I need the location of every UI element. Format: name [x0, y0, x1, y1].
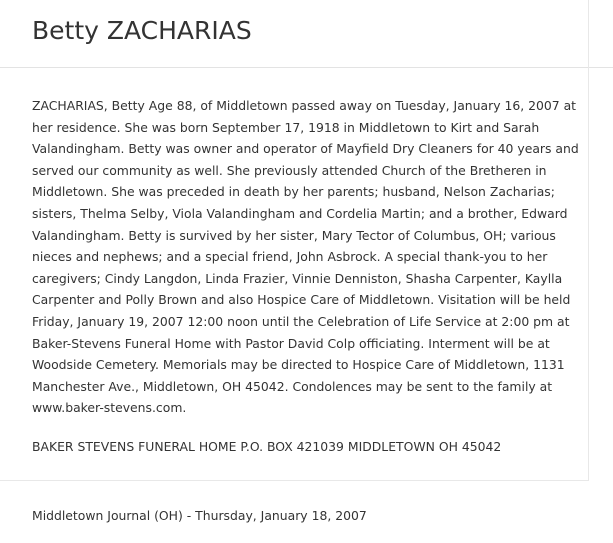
obituary-text: ZACHARIAS, Betty Age 88, of Middletown passed away on Tuesday, January 16, 2007 at her residence. She was born September 17, 1918 in Middletown to Kirt and Sarah Valandingham. Betty was owner and operator of Mayfield Dry Cleaners for 40 years and served our community as well. She previously attended Church of the Bretheren in Middletown. She was preceded in death by her parents; husband, Nelson Zacharias; sisters, Thelma Selby, Viola Valandingham and Cordelia Martin; and a brother, Edward Valandingham. Betty is survived by her sister, Mary Tector of Columbus, OH; various nieces and nephews; and a special friend, John Asbrock. A special thank-you to her caregivers; Cindy Langdon, Linda Frazier, Vinnie Denniston, Shasha Carpenter, Kaylla Carpenter and Polly Brown and also Hospice Care of Middletown. Visitation will be held Friday, January 19, 2007 12:00 noon until the Celebration of Life Service at 2:00 pm at Baker-Stevens Funeral Home with Pastor David Colp officiating. Interment will be at Woodside Cemetery. Memorials may be directed to Hospice Care of Middletown, 1131 Manchester Ave., Middletown, OH 45042. Condolences may be sent to the family at www.baker-stevens.com.	[32, 98, 579, 416]
content-box-bottom-border	[0, 480, 589, 481]
content-box-right-border	[588, 0, 589, 480]
title-divider	[0, 67, 613, 68]
funeral-home-address: BAKER STEVENS FUNERAL HOME P.O. BOX 421039 MIDDLETOWN OH 45042	[32, 439, 502, 454]
obituary-title: Betty ZACHARIAS	[32, 16, 252, 45]
publication-source: Middletown Journal (OH) - Thursday, January 18, 2007	[32, 508, 367, 523]
